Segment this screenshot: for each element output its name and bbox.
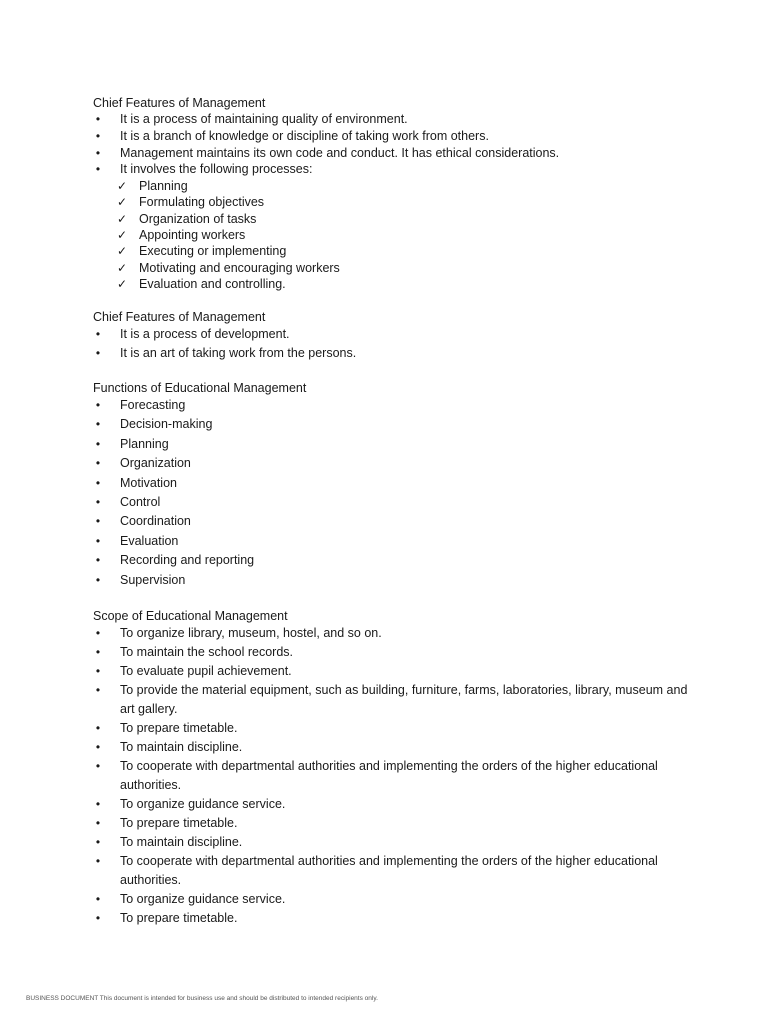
list-item xyxy=(93,474,693,493)
checklist-item xyxy=(117,227,693,243)
bullet-icon: • xyxy=(95,683,101,697)
list-item-text: Decision-making xyxy=(120,417,213,432)
list-item xyxy=(93,833,693,852)
list-item-text: Recording and reporting xyxy=(120,553,255,568)
page-footer: BUSINESS DOCUMENT This document is intended for business use and should be distributed to intended recipients only. xyxy=(26,995,378,1002)
bullet-icon: • xyxy=(95,572,101,587)
list-item-text: It is a process of maintaining quality of environment. xyxy=(120,112,408,126)
list-item xyxy=(93,814,693,833)
section-chief-features-1 xyxy=(93,95,693,292)
bullet-icon: • xyxy=(95,128,101,143)
list-item-text: To organize guidance service. xyxy=(120,892,286,906)
checklist-item xyxy=(117,211,693,227)
section-chief-features-2 xyxy=(93,309,693,363)
bullet-icon: • xyxy=(95,436,101,451)
list-item-text: Planning xyxy=(120,436,169,451)
list-item xyxy=(93,161,693,178)
list-item xyxy=(93,852,693,890)
checklist-item xyxy=(117,194,693,210)
list-item xyxy=(93,512,693,531)
list-item-text: It is a process of development. xyxy=(120,327,290,341)
list-item xyxy=(93,571,693,590)
checklist-item-text: Executing or implementing xyxy=(139,244,287,259)
checklist-item-text: Motivating and encouraging workers xyxy=(139,260,340,275)
bullet-icon: • xyxy=(95,816,101,830)
check-icon: ✓ xyxy=(117,195,128,210)
list-item-text: Forecasting xyxy=(120,398,186,412)
list-item-text: To evaluate pupil achievement. xyxy=(120,664,292,678)
section-heading: Scope of Educational Management xyxy=(93,609,288,623)
bullet-icon: • xyxy=(95,327,101,341)
bullet-list xyxy=(93,624,693,928)
bullet-icon: • xyxy=(95,854,101,868)
list-item-text: To maintain discipline. xyxy=(120,740,243,754)
list-item-text: It is a branch of knowledge or discipline of taking work from others. xyxy=(120,128,489,143)
list-item xyxy=(93,344,693,363)
bullet-list xyxy=(93,396,693,590)
checklist-item xyxy=(117,178,693,194)
list-item-text: To prepare timetable. xyxy=(120,911,238,925)
list-item xyxy=(93,435,693,454)
bullet-icon: • xyxy=(95,759,101,773)
section-scope xyxy=(93,608,693,928)
checklist xyxy=(117,178,693,292)
checklist-item xyxy=(117,243,693,259)
checklist-item-text: Formulating objectives xyxy=(139,195,265,210)
bullet-icon: • xyxy=(95,112,101,126)
checklist-item-text: Planning xyxy=(139,179,188,194)
list-item-text: To organize library, museum, hostel, and so on. xyxy=(120,626,382,640)
list-item xyxy=(93,624,693,643)
list-item-text: To cooperate with departmental authorities and implementing the orders of the higher educational authorities. xyxy=(120,759,658,792)
list-item-text: To organize guidance service. xyxy=(120,797,286,811)
list-item-text: Management maintains its own code and conduct. It has ethical considerations. xyxy=(120,145,560,160)
list-item-text: Evaluation xyxy=(120,533,179,548)
bullet-icon: • xyxy=(95,664,101,678)
list-item xyxy=(93,757,693,795)
checklist-item-text: Evaluation and controlling. xyxy=(139,276,286,291)
list-item-text: To maintain discipline. xyxy=(120,835,243,849)
section-functions xyxy=(93,380,693,590)
list-item-text: Supervision xyxy=(120,572,186,587)
section-heading: Functions of Educational Management xyxy=(93,381,307,395)
bullet-icon: • xyxy=(95,911,101,925)
bullet-icon: • xyxy=(95,553,101,568)
list-item-text: Control xyxy=(120,495,161,510)
check-icon: ✓ xyxy=(117,211,128,226)
list-item xyxy=(93,738,693,757)
list-item xyxy=(93,681,693,719)
list-item-text: To provide the material equipment, such as building, furniture, farms, laboratories, library, museum and art gallery. xyxy=(120,683,688,716)
bullet-icon: • xyxy=(95,892,101,906)
list-item xyxy=(93,145,693,162)
list-item xyxy=(93,890,693,909)
list-item xyxy=(93,795,693,814)
bullet-icon: • xyxy=(95,835,101,849)
list-item xyxy=(93,532,693,551)
bullet-icon: • xyxy=(95,456,101,471)
list-item-text: To prepare timetable. xyxy=(120,816,238,830)
check-icon: ✓ xyxy=(117,179,128,194)
list-item-text: Organization xyxy=(120,456,191,471)
bullet-icon: • xyxy=(95,398,101,412)
list-item-text: Coordination xyxy=(120,514,191,529)
list-item xyxy=(93,551,693,570)
bullet-list xyxy=(93,111,693,178)
section-heading: Chief Features of Management xyxy=(93,310,266,324)
list-item xyxy=(93,415,693,434)
bullet-icon: • xyxy=(95,645,101,659)
bullet-icon: • xyxy=(95,533,101,548)
bullet-icon: • xyxy=(95,475,101,490)
checklist-item-text: Organization of tasks xyxy=(139,211,257,226)
bullet-icon: • xyxy=(95,346,101,360)
list-item xyxy=(93,493,693,512)
check-icon: ✓ xyxy=(117,228,128,243)
check-icon: ✓ xyxy=(117,276,128,291)
bullet-icon: • xyxy=(95,145,101,160)
list-item xyxy=(93,325,693,344)
bullet-icon: • xyxy=(95,797,101,811)
list-item xyxy=(93,454,693,473)
list-item xyxy=(93,396,693,415)
list-item-text: To maintain the school records. xyxy=(120,645,294,659)
bullet-list xyxy=(93,325,693,363)
list-item-text: It involves the following processes: xyxy=(120,162,313,177)
list-item xyxy=(93,111,693,128)
check-icon: ✓ xyxy=(117,260,128,275)
bullet-icon: • xyxy=(95,162,101,177)
checklist-item xyxy=(117,276,693,292)
list-item xyxy=(93,719,693,738)
bullet-icon: • xyxy=(95,626,101,640)
list-item xyxy=(93,909,693,928)
check-icon: ✓ xyxy=(117,244,128,259)
checklist-item-text: Appointing workers xyxy=(139,228,246,243)
bullet-icon: • xyxy=(95,514,101,529)
section-heading: Chief Features of Management xyxy=(93,96,266,110)
bullet-icon: • xyxy=(95,495,101,510)
bullet-icon: • xyxy=(95,740,101,754)
checklist-item xyxy=(117,260,693,276)
list-item xyxy=(93,662,693,681)
list-item xyxy=(93,128,693,145)
list-item-text: Motivation xyxy=(120,475,177,490)
list-item xyxy=(93,643,693,662)
list-item-text: To cooperate with departmental authorities and implementing the orders of the higher educational authorities. xyxy=(120,854,658,887)
list-item-text: It is an art of taking work from the persons. xyxy=(120,346,357,360)
bullet-icon: • xyxy=(95,417,101,432)
list-item-text: To prepare timetable. xyxy=(120,721,238,735)
bullet-icon: • xyxy=(95,721,101,735)
